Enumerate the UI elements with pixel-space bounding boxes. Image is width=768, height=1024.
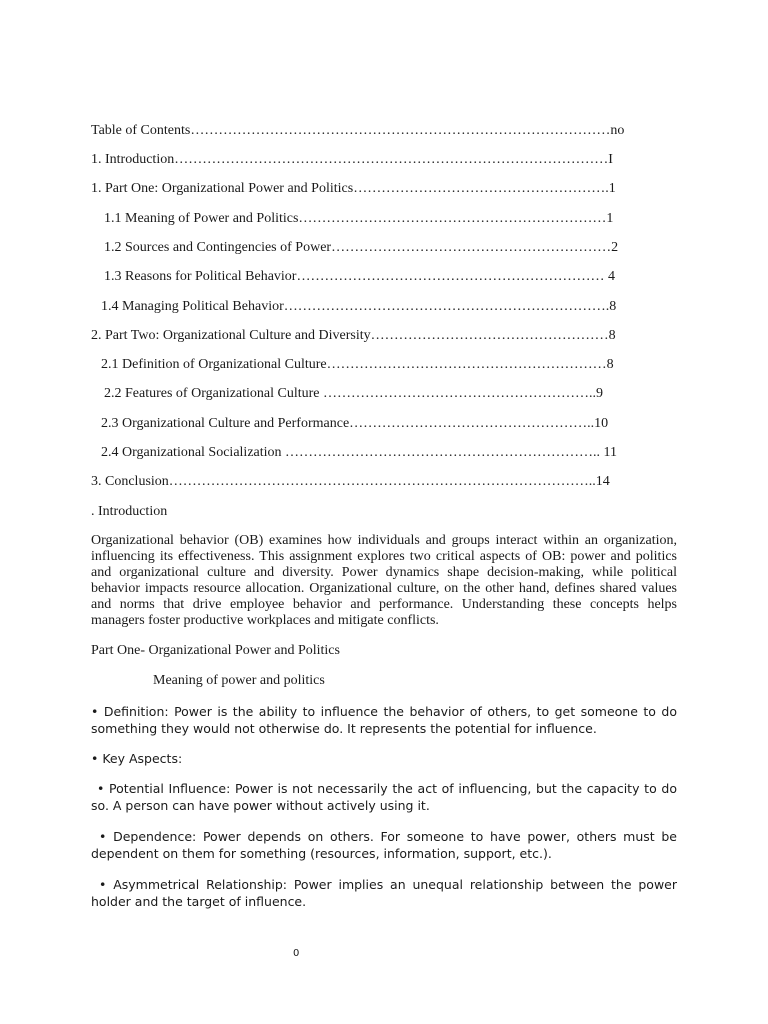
potential-influence-paragraph: • Potential Influence: Power is not necessarily the act of influencing, but the capacity to do so. A person can have power without actively using it. [91, 781, 677, 813]
intro-heading: . Introduction [91, 504, 168, 519]
key-aspects-heading: • Key Aspects: [91, 751, 183, 766]
toc-entry-2-4: 2.4 Organizational Socialization ………………………………………………………….. 11 [101, 445, 618, 460]
definition-paragraph: • Definition: Power is the ability to influence the behavior of others, to get someone to do something they would not otherwise do. It represents the potential for influence. [91, 704, 677, 736]
intro-paragraph: Organizational behavior (OB) examines how individuals and groups interact within an organization, influencing its effectiveness. This assignment explores two critical aspects of OB: power and politics and organizational culture and diversity. Power dynamics shape decision-making, while political behavior impacts resource allocation. Organizational culture, on the other hand, defines shared values and norms that drive employee behavior and performance. Understanding these concepts helps managers foster productive workplaces and mitigate conflicts. [91, 533, 677, 628]
toc-entry-1-3: 1.3 Reasons for Political Behavior………………………………………………………… 4 [104, 269, 615, 284]
toc-entry-2-3: 2.3 Organizational Culture and Performance……………………………………………..10 [101, 416, 609, 431]
page-number: 0 [293, 948, 300, 959]
part-one-heading: Part One- Organizational Power and Politics [91, 643, 340, 658]
meaning-heading: Meaning of power and politics [153, 673, 325, 688]
toc-entry-2-2: 2.2 Features of Organizational Culture …………………………………………………..9 [104, 386, 604, 401]
asymmetrical-paragraph: • Asymmetrical Relationship: Power implies an unequal relationship between the power holder and the target of influence. [91, 877, 677, 909]
toc-entry-1-1: 1.1 Meaning of Power and Politics…………………………………………………………1 [104, 211, 614, 226]
toc-entry-1-4: 1.4 Managing Political Behavior…………………………………………………………….8 [101, 299, 617, 314]
toc-entry-conclusion: 3. Conclusion………………………………………………………………………………..14 [91, 474, 610, 489]
toc-entry-1-2: 1.2 Sources and Contingencies of Power……………………………………………………2 [104, 240, 619, 255]
toc-entry-part-one: 1. Part One: Organizational Power and Politics……………………………………………….1 [91, 181, 616, 196]
toc-entry-introduction: 1. Introduction…………………………………………………………………………………I [91, 152, 613, 167]
dependence-paragraph: • Dependence: Power depends on others. For someone to have power, others must be dependent on them for something (resources, information, support, etc.). [91, 829, 677, 861]
toc-entry-table-of-contents: Table of Contents………………………………………………………………………………no [91, 123, 625, 138]
toc-entry-part-two: 2. Part Two: Organizational Culture and Diversity……………………………………………8 [91, 328, 616, 343]
toc-entry-2-1: 2.1 Definition of Organizational Culture……………………………………………………8 [101, 357, 614, 372]
